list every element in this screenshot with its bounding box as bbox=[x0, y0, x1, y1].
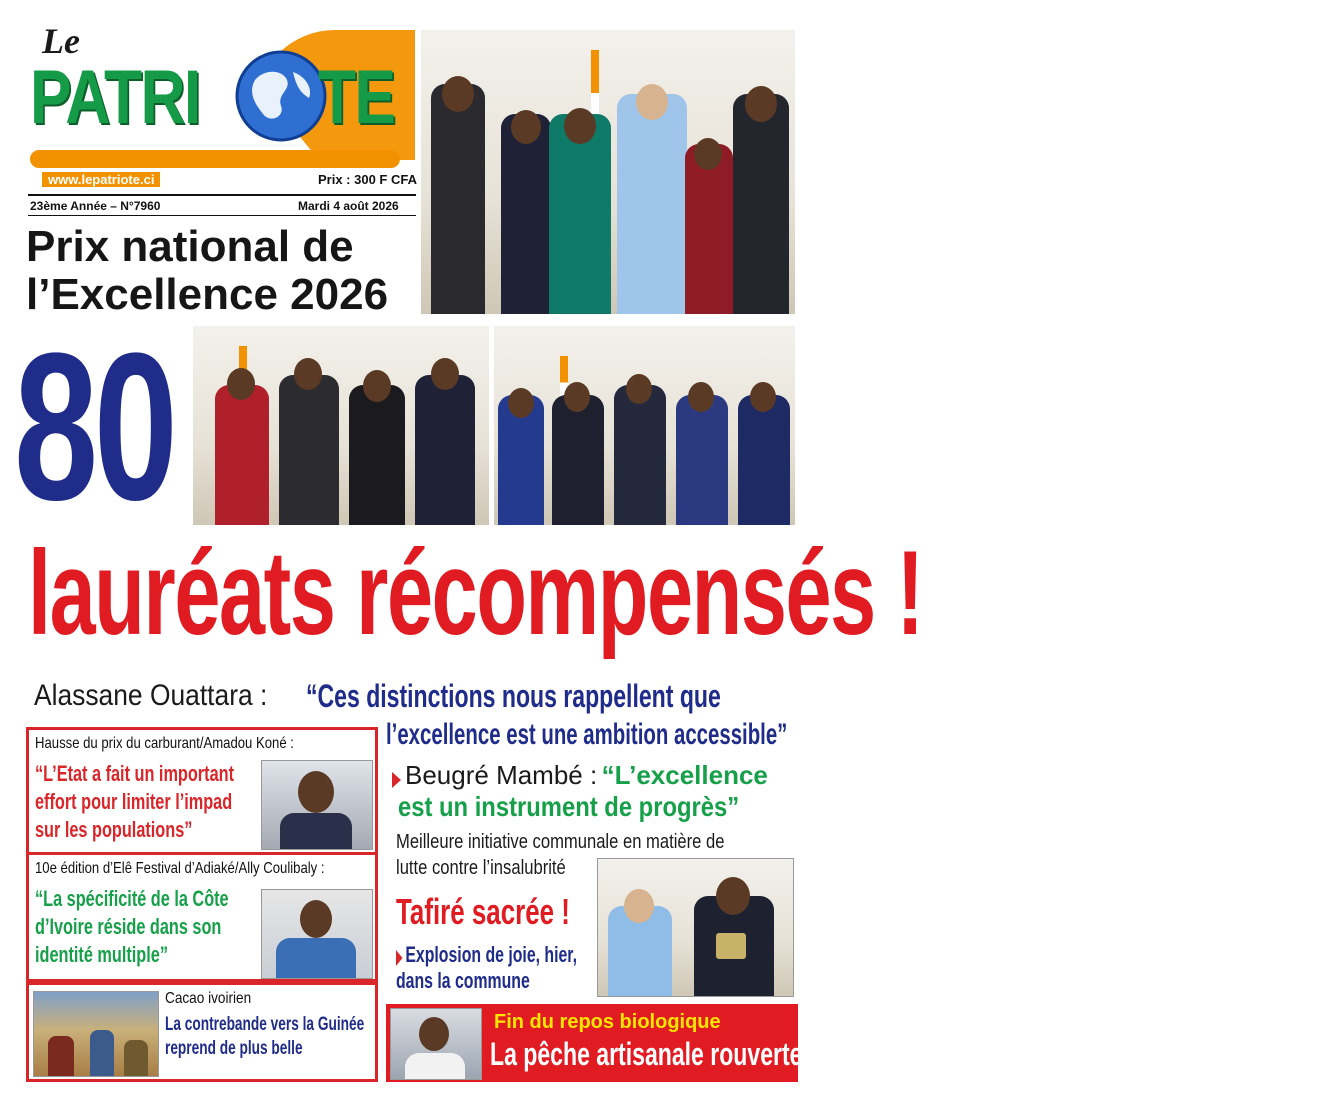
item1-line1: “L’Etat a fait un important bbox=[35, 761, 234, 786]
item1-kicker: Hausse du prix du carburant/Amadou Koné : bbox=[35, 735, 294, 752]
tafire-kicker-line2: lutte contre l’insalubrité bbox=[396, 857, 566, 879]
peche-title: La pêche artisanale rouverte bbox=[490, 1036, 803, 1072]
quote-text-line1: “Ces distinctions nous rappellent que bbox=[306, 678, 721, 714]
item3-line1: La contrebande vers la Guinée bbox=[165, 1014, 365, 1035]
masthead-name-right: TE bbox=[318, 55, 395, 140]
masthead-date: Mardi 4 août 2026 bbox=[298, 199, 399, 213]
item3-photo bbox=[33, 991, 159, 1077]
item2-line3: identité multiple” bbox=[35, 942, 168, 967]
headline-kicker-line1: Prix national de bbox=[26, 222, 354, 271]
masthead-website[interactable]: www.lepatriote.ci bbox=[42, 172, 160, 187]
photo-ceremony-left bbox=[193, 326, 489, 525]
masthead-name-left: PATRI bbox=[30, 55, 200, 140]
masthead-rule bbox=[28, 194, 416, 196]
masthead-orange-bar bbox=[30, 150, 400, 168]
masthead-le: Le bbox=[42, 21, 80, 61]
headline-main: lauréats récompensés ! bbox=[28, 526, 923, 660]
item2-kicker: 10e édition d’Elê Festival d’Adiaké/Ally Coulibaly : bbox=[35, 860, 325, 877]
item1-line3: sur les populations” bbox=[35, 817, 193, 842]
photo-ceremony-top bbox=[421, 30, 795, 314]
item3-kicker: Cacao ivoirien bbox=[165, 990, 252, 1007]
sidebar-item-cacao[interactable] bbox=[26, 982, 378, 1082]
beugre-speaker: Beugré Mambé : bbox=[405, 760, 598, 790]
peche-photo bbox=[390, 1008, 482, 1080]
headline-kicker-line2: l’Excellence 2026 bbox=[26, 270, 389, 319]
tafire-sub-line2: dans la commune bbox=[396, 968, 530, 993]
masthead-price: Prix : 300 F CFA bbox=[318, 172, 417, 187]
item1-line2: effort pour limiter l’impad bbox=[35, 789, 233, 814]
tafire-arrow-icon bbox=[396, 949, 405, 966]
item3-line2: reprend de plus belle bbox=[165, 1038, 303, 1059]
beugre-arrow-icon bbox=[392, 771, 405, 788]
beugre-text-line2: est un instrument de progrès” bbox=[398, 791, 740, 822]
tafire-kicker-line1: Meilleure initiative communale en matière de bbox=[396, 831, 725, 853]
item1-photo bbox=[261, 760, 373, 850]
globe-icon bbox=[235, 50, 327, 142]
photo-ceremony-right bbox=[494, 326, 795, 525]
headline-number: 80 bbox=[14, 309, 174, 544]
masthead-edition: 23ème Année – N°7960 bbox=[30, 199, 161, 213]
sidebar-item-festival[interactable] bbox=[26, 852, 378, 982]
photo-tafire bbox=[597, 858, 794, 997]
peche-kicker: Fin du repos biologique bbox=[494, 1011, 721, 1033]
sidebar-item-carburant[interactable] bbox=[26, 727, 378, 855]
item2-line2: d’Ivoire réside dans son bbox=[35, 914, 222, 939]
peche-banner[interactable] bbox=[386, 1004, 803, 1082]
item2-line1: “La spécificité de la Côte bbox=[35, 886, 229, 911]
quote-speaker: Alassane Ouattara : bbox=[34, 679, 268, 712]
tafire-title: Tafiré sacrée ! bbox=[396, 891, 570, 932]
beugre-text-line1: “L’excellence bbox=[601, 760, 768, 790]
quote-text-line2: l’excellence est une ambition accessible” bbox=[386, 718, 788, 751]
tafire-sub-line1: Explosion de joie, hier, bbox=[405, 942, 578, 967]
item2-photo bbox=[261, 889, 373, 979]
